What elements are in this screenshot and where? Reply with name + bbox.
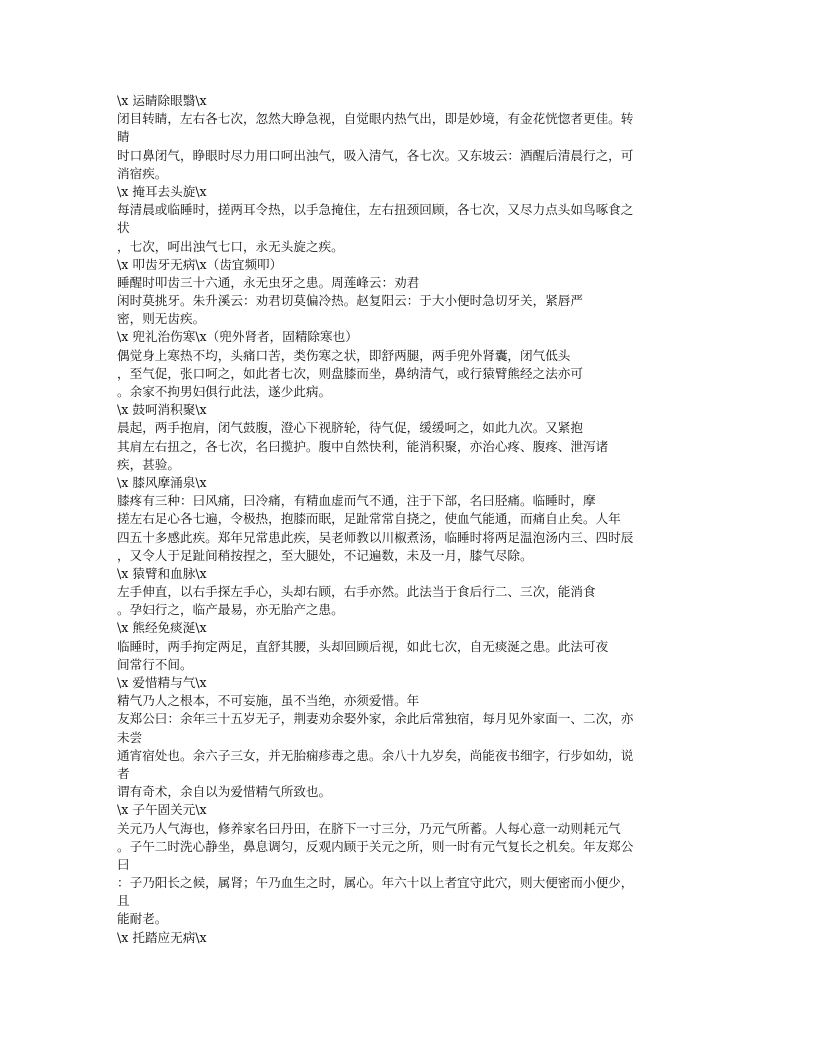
text-line: ，七次，呵出浊气七口，永无头旋之疾。 bbox=[117, 238, 344, 254]
text-line: 能耐老。 bbox=[117, 911, 168, 927]
text-line: 友郑公曰：余年三十五岁无子，荆妻劝余娶外家，余此后常独宿，每月见外家面一、二次，亦 bbox=[117, 711, 634, 727]
text-line: 闲时莫挑牙。朱升溪云：劝君切莫偏冷热。赵复阳云：于大小便时急切牙关，紧唇严 bbox=[117, 293, 583, 309]
text-line: 消宿疾。 bbox=[117, 165, 168, 181]
text-line: 。孕妇行之，临产最易，亦无胎产之患。 bbox=[117, 602, 344, 618]
text-line: 每清晨或临睡时，搓两耳令热，以手急掩住，左右扭颈回顾，各七次，又尽力点头如鸟啄食之 bbox=[117, 202, 634, 218]
text-line: \x 托踏应无病\x bbox=[117, 929, 207, 945]
text-line: 左手伸直，以右手探左手心，头却右顾，右手亦然。此法当于食后行二、三次，能消食 bbox=[117, 584, 596, 600]
text-line: \x 兜礼治伤寒\x（兜外肾者，固精除寒也） bbox=[117, 329, 358, 345]
text-line: 者 bbox=[117, 765, 130, 781]
document-page bbox=[117, 92, 707, 947]
text-line: 密，则无齿疾。 bbox=[117, 311, 206, 327]
text-line: ，又令人于足趾间稍按捏之，至大腿处，不记遍数，未及一月，膝气尽除。 bbox=[117, 547, 533, 563]
text-line: 间常行不间。 bbox=[117, 656, 193, 672]
text-line: 晨起，两手抱肩，闭气鼓腹，澄心下视脐轮，待气促，缓缓呵之，如此九次。又紧抱 bbox=[117, 420, 583, 436]
text-line: 。子午二时洗心静坐，鼻息调匀，反观内顾于关元之所，则一时有元气复长之机矣。年友郑公 bbox=[117, 838, 634, 854]
text-line: 未尝 bbox=[117, 729, 143, 745]
text-line: 。余家不拘男妇俱行此法，遂少此病。 bbox=[117, 384, 332, 399]
text-line: ，至气促，张口呵之，如此者七次，则盘膝而坐，鼻纳清气，或行猿臂熊经之法亦可 bbox=[117, 365, 583, 381]
text-line: \x 叩齿牙无病\x（齿宜频叩） bbox=[117, 256, 283, 272]
text-line: 状 bbox=[117, 220, 130, 236]
text-line: 通宵宿处也。余六子三女，并无胎痫疹毒之患。余八十九岁矣，尚能夜书细字，行步如幼，说 bbox=[117, 747, 634, 763]
text-line: 其肩左右扭之，各七次，名曰揽护。腹中自然快利，能消积聚，亦治心疼、腹疼、泄泻诸 bbox=[117, 438, 609, 454]
text-line: \x 掩耳去头旋\x bbox=[117, 183, 207, 199]
text-line: 临睡时，两手拘定两足，直舒其腰，头却回顾后视，如此七次，自无痰涎之患。此法可夜 bbox=[117, 638, 609, 654]
text-line: \x 爱惜精与气\x bbox=[117, 675, 207, 690]
text-line: 精气乃人之根本，不可妄施，虽不当绝，亦须爱惜。年 bbox=[117, 693, 420, 709]
text-line: 睡醒时叩齿三十六通，永无虫牙之患。周莲峰云：劝君 bbox=[117, 274, 420, 290]
text-line: 偶觉身上寒热不均，头痛口苦，类伤寒之状，即舒两腿，两手兜外肾囊，闭气低头 bbox=[117, 347, 571, 363]
text-line: \x 子午固关元\x bbox=[117, 802, 207, 818]
text-line: 膝疼有三种：曰风痛，曰冷痛，有精血虚而气不通，注于下部，名曰胫痛。临睡时，摩 bbox=[117, 493, 596, 509]
text-line: 睛 bbox=[117, 129, 130, 145]
text-line: 四五十多感此疾。郑年兄常患此疾，吴老师教以川椒煮汤，临睡时将两足温泡汤内三、四时辰 bbox=[117, 529, 634, 545]
text-line: 时口鼻闭气，睁眼时尽力用口呵出浊气，吸入清气，各七次。又东坡云：酒醒后清晨行之，可 bbox=[117, 147, 634, 163]
text-line: \x 猿臂和血脉\x bbox=[117, 565, 207, 581]
text-line: 曰 bbox=[117, 856, 130, 872]
text-line: \x 膝风摩涌泉\x bbox=[117, 474, 207, 490]
text-line: 疾，甚验。 bbox=[117, 456, 180, 472]
text-line: \x 运睛除眼翳\x bbox=[117, 93, 207, 108]
text-line: 关元乃人气海也，修养家名曰丹田，在脐下一寸三分，乃元气所蓄。人每心意一动则耗元气 bbox=[117, 820, 621, 836]
text-line: 且 bbox=[117, 893, 130, 909]
text-line: ：子乃阳长之候，属肾；午乃血生之时，属心。年六十以上者宜守此穴，则大便密而小便少， bbox=[117, 875, 634, 891]
text-line: \x 熊经免痰涎\x bbox=[117, 620, 207, 636]
text-line: 谓有奇术，余自以为爱惜精气所致也。 bbox=[117, 784, 332, 800]
text-line: 闭目转睛，左右各七次，忽然大睁急视，自觉眼内热气出，即是妙境，有金花恍惚者更佳。转 bbox=[117, 111, 634, 127]
text-line: \x 鼓呵消积聚\x bbox=[117, 402, 207, 418]
text-line: 搓左右足心各七遍，令极热，抱膝而眠，足趾常常自挠之，使血气能通，而痛自止矣。人年 bbox=[117, 511, 621, 527]
